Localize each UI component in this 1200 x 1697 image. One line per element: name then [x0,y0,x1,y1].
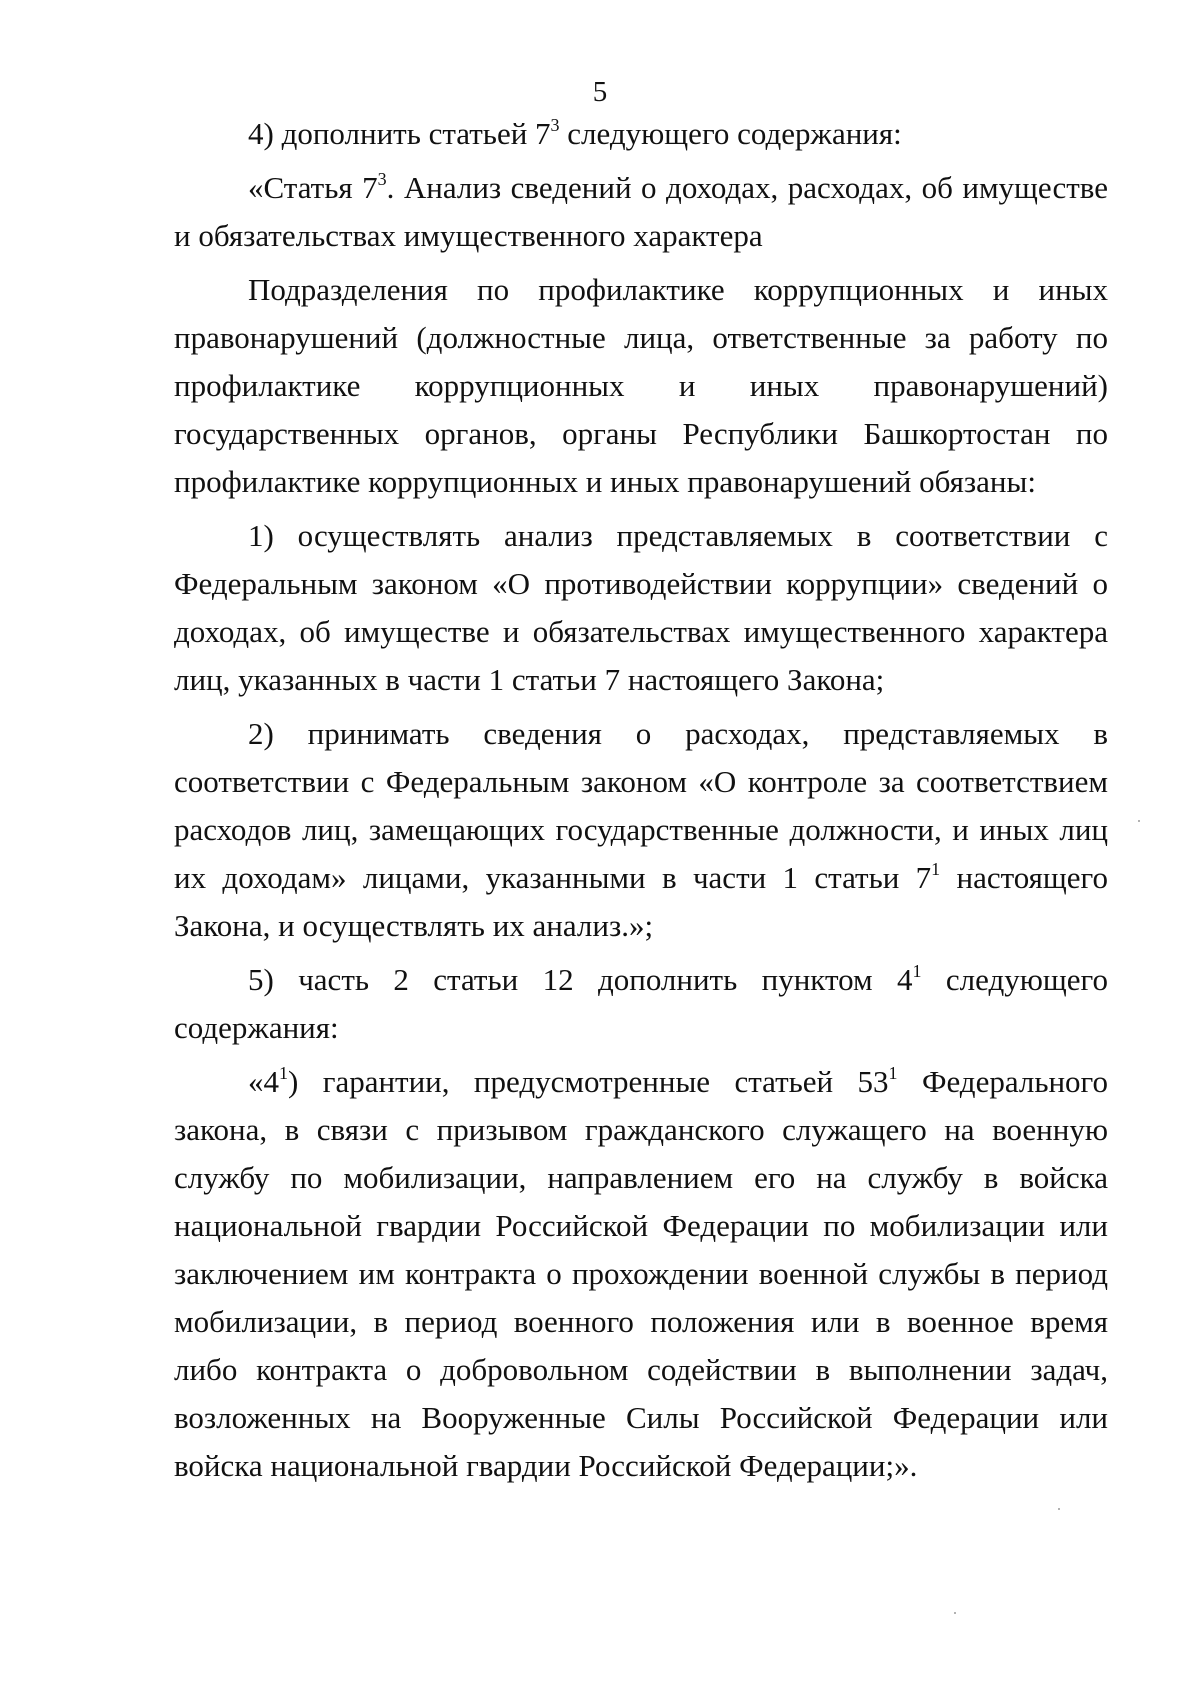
paragraph-subdivisions [174,266,1108,506]
paragraph-text: 1) осуществлять анализ представляемых в соответствии с Федеральным законом «О противодействии коррупции» сведений о доходах, об имуществе и обязательствах имущественного характера лиц, указанных в части 1 статьи 7 настоящего Закона; [174,518,1108,697]
paragraph-article-title [174,164,1108,260]
superscript: 3 [550,114,560,135]
scan-speck [1058,1508,1060,1510]
paragraph-text: «Статья 7 [248,170,378,205]
scan-speck [954,1612,956,1614]
paragraph-text: . Анализ сведений о доходах, расходах, об имуществе и обязательствах имущественного характера [174,170,1108,253]
superscript: 1 [931,858,941,879]
paragraph-text: следующего содержания: [559,116,902,151]
document-body [174,110,1108,1490]
paragraph-text: Федерального закона, в связи с призывом гражданского служащего на военную службу по мобилизации, направлением его на службу в войска национальной гвардии Российской Федерации по мобилизации или заключением им контракта о прохождении военной службы в период мобилизации, в период военного положения или в военное время либо контракта о добровольном содействии в выполнении задач, возложенных на Вооруженные Силы Российской Федерации или войска национальной гвардии Российской Федерации;». [174,1064,1108,1483]
superscript: 3 [377,168,387,189]
paragraph-item-4 [174,110,1108,158]
paragraph-text: 2) принимать сведения о расходах, представляемых в соответствии с Федеральным законом «О контроле за соответствием расходов лиц, замещающих государственные должности, и иных лиц их доходам» лицами, указанными в части 1 статьи 7 [174,716,1108,895]
paragraph-text: «4 [248,1064,279,1099]
scan-speck [1138,820,1140,822]
paragraph-text: настоящего Закона, и осуществлять их анализ.»; [174,860,1108,943]
superscript: 1 [888,1062,898,1083]
paragraph-point-2 [174,710,1108,950]
paragraph-text: ) гарантии, предусмотренные статьей 53 [288,1064,889,1099]
paragraph-guarantees [174,1058,1108,1490]
paragraph-item-5 [174,956,1108,1052]
paragraph-point-1 [174,512,1108,704]
superscript: 1 [279,1062,288,1083]
paragraph-text: 4) дополнить статьей 7 [248,116,551,151]
superscript: 1 [912,960,922,981]
paragraph-text: Подразделения по профилактике коррупционных и иных правонарушений (должностные лица, ответственные за работу по профилактике коррупционных и иных правонарушений) государственных органов, органы Республики Башкортостан по профилактике коррупционных и иных правонарушений обязаны: [174,272,1108,499]
paragraph-text: 5) часть 2 статьи 12 дополнить пунктом 4 [248,962,913,997]
page-number: 5 [592,76,608,108]
paragraph-text: следующего содержания: [174,962,1108,1045]
